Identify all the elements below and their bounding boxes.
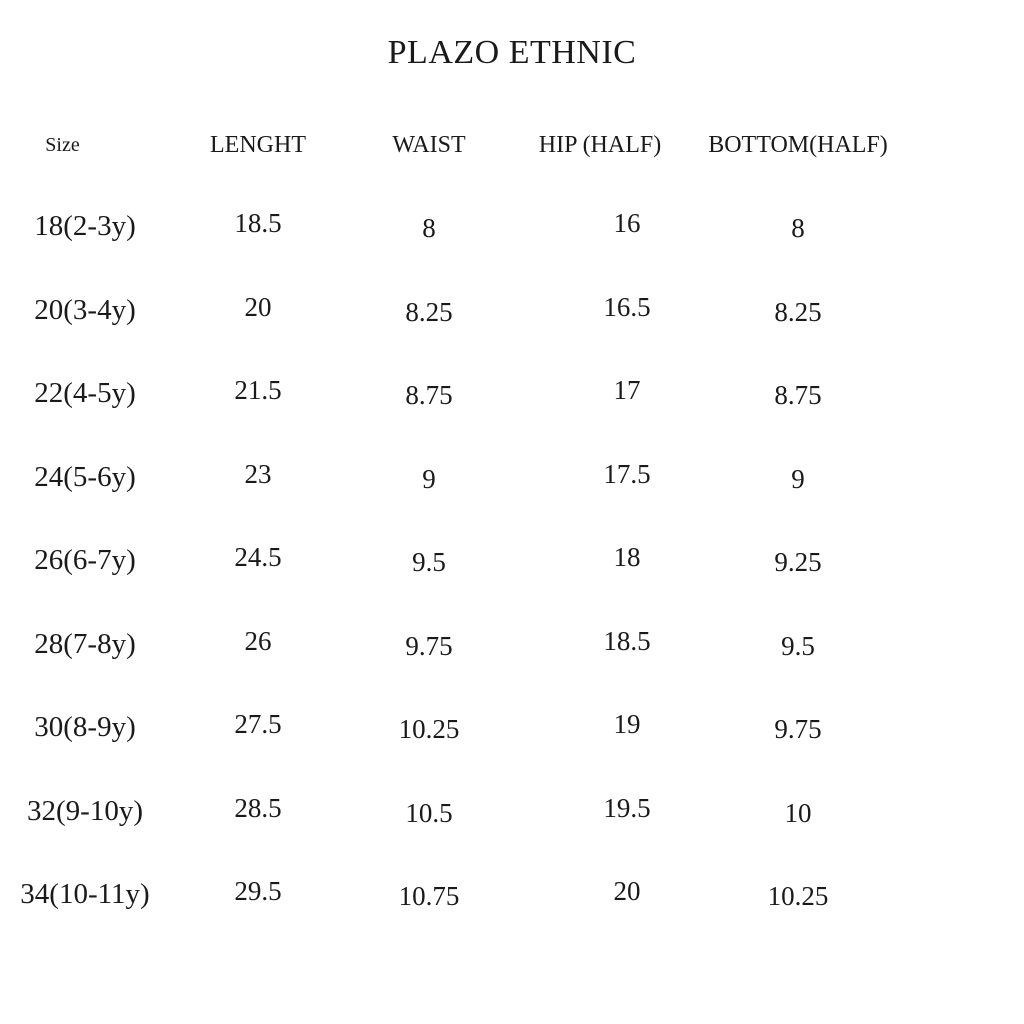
column-header-size: Size xyxy=(45,133,80,156)
table-row xyxy=(0,770,1024,854)
waist-cell: 10.75 xyxy=(398,881,460,912)
waist-cell: 9.5 xyxy=(412,547,446,578)
waist-cell: 9 xyxy=(422,463,436,494)
column-header-hip-half: HIP (HALF) xyxy=(538,131,662,158)
hip-cell: 16.5 xyxy=(603,291,651,322)
length-cell: 28.5 xyxy=(234,792,282,823)
size-cell: 18(2-3y) xyxy=(34,210,136,243)
column-header-lenght: LENGHT xyxy=(210,131,306,158)
hip-cell: 16 xyxy=(613,208,641,239)
length-cell: 21.5 xyxy=(234,375,282,406)
bottom-cell: 10 xyxy=(784,797,812,828)
column-header-waist: WAIST xyxy=(392,131,466,158)
table-row xyxy=(0,185,1024,269)
bottom-cell: 9.5 xyxy=(781,630,815,661)
table-row xyxy=(0,269,1024,353)
waist-cell: 8.75 xyxy=(405,380,453,411)
size-cell: 24(5-6y) xyxy=(34,460,136,493)
column-header-bottom-half: BOTTOM(HALF) xyxy=(708,131,888,158)
hip-cell: 19 xyxy=(613,709,641,740)
hip-cell: 18.5 xyxy=(603,625,651,656)
title-area xyxy=(0,0,1024,105)
hip-cell: 20 xyxy=(613,876,641,907)
table-row xyxy=(0,519,1024,603)
size-cell: 30(8-9y) xyxy=(34,711,136,744)
table-row xyxy=(0,686,1024,770)
table-row xyxy=(0,603,1024,687)
page-title: PLAZO ETHNIC xyxy=(387,33,637,71)
bottom-cell: 9.75 xyxy=(774,714,822,745)
table-row xyxy=(0,853,1024,937)
length-cell: 27.5 xyxy=(234,709,282,740)
waist-cell: 8.25 xyxy=(405,296,453,327)
bottom-cell: 10.25 xyxy=(767,881,829,912)
size-cell: 26(6-7y) xyxy=(34,544,136,577)
table-header-row xyxy=(0,105,1024,185)
bottom-cell: 8.75 xyxy=(774,380,822,411)
size-cell: 32(9-10y) xyxy=(27,794,143,827)
bottom-cell: 9.25 xyxy=(774,547,822,578)
waist-cell: 9.75 xyxy=(405,630,453,661)
length-cell: 23 xyxy=(244,458,272,489)
bottom-cell: 8.25 xyxy=(774,296,822,327)
length-cell: 20 xyxy=(244,291,272,322)
hip-cell: 19.5 xyxy=(603,792,651,823)
waist-cell: 8 xyxy=(422,213,436,244)
size-cell: 34(10-11y) xyxy=(20,878,150,911)
hip-cell: 17.5 xyxy=(603,458,651,489)
bottom-cell: 8 xyxy=(791,213,805,244)
bottom-cell: 9 xyxy=(791,463,805,494)
length-cell: 18.5 xyxy=(234,208,282,239)
size-cell: 28(7-8y) xyxy=(34,627,136,660)
length-cell: 26 xyxy=(244,625,272,656)
table-row xyxy=(0,352,1024,436)
length-cell: 29.5 xyxy=(234,876,282,907)
table-row xyxy=(0,436,1024,520)
waist-cell: 10.25 xyxy=(398,714,460,745)
size-cell: 20(3-4y) xyxy=(34,293,136,326)
size-cell: 22(4-5y) xyxy=(34,377,136,410)
hip-cell: 18 xyxy=(613,542,641,573)
hip-cell: 17 xyxy=(613,375,641,406)
size-chart-table xyxy=(0,105,1024,937)
waist-cell: 10.5 xyxy=(405,797,453,828)
length-cell: 24.5 xyxy=(234,542,282,573)
